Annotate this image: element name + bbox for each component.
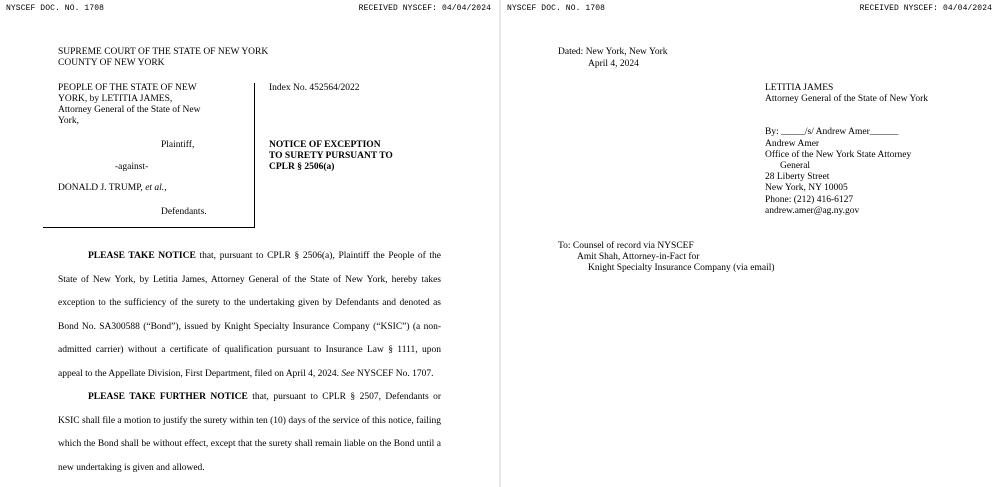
attorney-general-title: Attorney General of the State of New York <box>765 94 929 104</box>
dated-line: Dated: New York, New York <box>558 47 668 57</box>
notice-paragraph-1: PLEASE TAKE NOTICE that, pursuant to CPLR § 2506(a), Plaintiff the People of the State of New York, by Letitia James, Attorney General of the State of New York, hereby takes exception to the sufficiency of the surety to the undertaking given by Defendants and denoted as Bond No. SA300588 (“Bond”), issued by Knight Specialty Insurance Company (“KSIC”) (a non-admitted carrier) without a certificate of qualification pursuant to Insurance Law § 1111, upon appeal to the Appellate Division, First Department, filed on April 4, 2024. See NYSCEF No. 1707. <box>58 251 441 379</box>
plaintiff-line: York, <box>58 116 79 126</box>
defendant-name: DONALD J. TRUMP, et al., <box>58 183 167 193</box>
nyscef-doc-number: NYSCEF DOC. NO. 1708 <box>6 4 105 13</box>
plaintiff-line: Attorney General of the State of New <box>58 105 201 115</box>
notice-title: NOTICE OF EXCEPTION <box>269 140 381 150</box>
notice-paragraph-2: PLEASE TAKE FURTHER NOTICE that, pursuant to CPLR § 2507, Defendants or KSIC shall file a motion to justify the surety within ten (10) days of the service of this notice, failing which the Bond shall be without effect, except that the surety shall remain liable on the Bond until a new undertaking is given and allowed. <box>58 392 441 473</box>
defendant-label: Defendants. <box>161 207 207 217</box>
county-name: COUNTY OF NEW YORK <box>58 58 165 68</box>
signer-name: Andrew Amer <box>765 139 820 149</box>
document-page-1 <box>0 0 499 487</box>
court-name: SUPREME COURT OF THE STATE OF NEW YORK <box>58 47 269 57</box>
caption-horizontal-rule <box>43 227 255 228</box>
attorney-general-name: LETITIA JAMES <box>765 83 834 93</box>
signer-city: New York, NY 10005 <box>765 183 848 193</box>
plaintiff-label: Plaintiff, <box>161 140 195 150</box>
plaintiff-line: YORK, by LETITIA JAMES, <box>58 94 173 104</box>
notice-title: CPLR § 2506(a) <box>269 162 335 172</box>
nyscef-received-date: RECEIVED NYSCEF: 04/04/2024 <box>859 4 992 13</box>
document-page-2 <box>501 0 1000 487</box>
signer-office: General <box>780 161 811 171</box>
nyscef-doc-number: NYSCEF DOC. NO. 1708 <box>507 4 606 13</box>
index-number: Index No. 452564/2022 <box>269 83 360 93</box>
caption-vertical-rule <box>254 83 255 227</box>
notice-body <box>58 245 441 480</box>
to-line: To: Counsel of record via NYSCEF <box>558 241 694 251</box>
dated-date: April 4, 2024 <box>588 59 639 69</box>
signer-email: andrew.amer@ag.ny.gov <box>765 206 860 216</box>
plaintiff-line: PEOPLE OF THE STATE OF NEW <box>58 83 197 93</box>
nyscef-received-date: RECEIVED NYSCEF: 04/04/2024 <box>358 4 491 13</box>
against-label: -against- <box>115 162 149 172</box>
signature-line: By: _____/s/ Andrew Amer______ <box>765 127 899 137</box>
signer-office: Office of the New York State Attorney <box>765 150 912 160</box>
to-line: Knight Specialty Insurance Company (via email) <box>588 263 775 273</box>
signer-phone: Phone: (212) 416-6127 <box>765 195 854 205</box>
signer-street: 28 Liberty Street <box>765 172 830 182</box>
to-line: Amit Shah, Attorney-in-Fact for <box>577 252 700 262</box>
notice-title: TO SURETY PURSUANT TO <box>269 151 393 161</box>
